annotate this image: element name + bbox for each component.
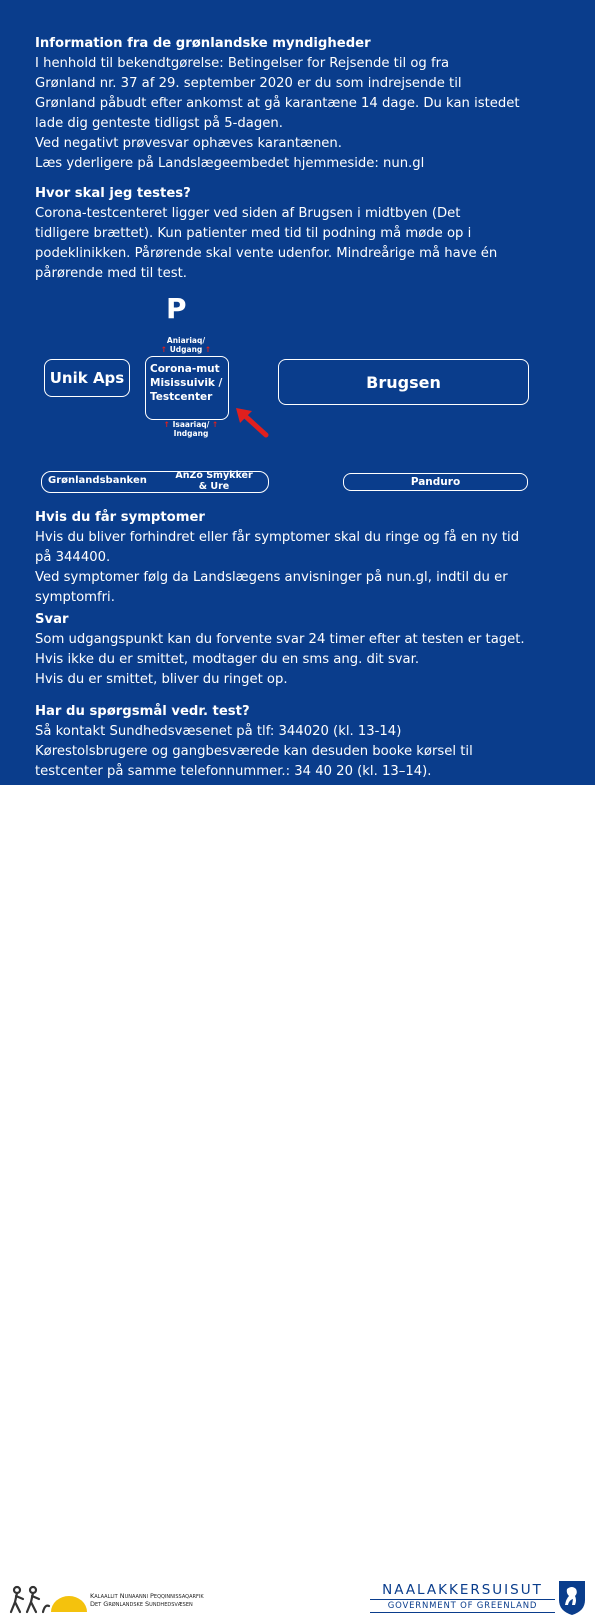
entry-label-line: Isaariaq/ xyxy=(172,420,210,429)
panduro-box xyxy=(343,473,528,491)
government-name-top: NAALAKKERSUISUT xyxy=(382,1582,543,1598)
testcenter-box xyxy=(145,356,229,420)
where-line: pårørende med til test. xyxy=(35,266,187,281)
footer xyxy=(0,785,595,1611)
testcenter-label: Misissuivik / xyxy=(150,377,223,389)
symptoms-line: på 344400. xyxy=(35,550,111,565)
bank-label: Grønlandsbanken xyxy=(48,475,147,486)
brugsen-box xyxy=(278,359,529,405)
answer-heading: Svar xyxy=(35,612,69,627)
red-arrow-icon xyxy=(232,405,270,439)
questions-line: testcenter på samme telefonnummer.: 34 40 20 (kl. 13–14). xyxy=(35,764,432,779)
where-line: Corona-testcenteret ligger ved siden af Brugsen i midtbyen (Det xyxy=(35,206,461,221)
info-line: I henhold til bekendtgørelse: Betingelser for Rejsende til og fra xyxy=(35,56,450,71)
symptoms-line: Ved symptomer følg da Landslægens anvisninger på nun.gl, indtil du er xyxy=(35,570,508,585)
info-heading: Information fra de grønlandske myndigheder xyxy=(35,36,371,51)
exit-arrow-icon: ↑ xyxy=(204,345,212,354)
unik-aps-box xyxy=(44,359,130,397)
exit-arrow-icon: ↑ xyxy=(160,345,168,354)
health-service-name-line: Det Grønlandske Sundhedsvæsen xyxy=(90,1600,193,1608)
entry-label xyxy=(160,420,222,438)
info-panel xyxy=(0,0,595,785)
polar-bear-shield-icon xyxy=(558,1580,586,1616)
health-service-logo-icon xyxy=(7,1584,87,1616)
entry-arrow-icon: ↑ xyxy=(163,420,170,429)
info-line: Grønland nr. 37 af 29. september 2020 er du som indrejsende til xyxy=(35,76,462,91)
symptoms-section xyxy=(35,508,565,608)
parking-sign: P xyxy=(166,292,187,325)
health-service-name-line: Kalaallit Nunaanni Peqqinnissaqarfik xyxy=(90,1592,204,1600)
testcenter-label: Testcenter xyxy=(150,391,213,403)
symptoms-line: Hvis du bliver forhindret eller får symptomer skal du ringe og få en ny tid xyxy=(35,530,520,545)
government-name xyxy=(370,1581,555,1613)
brugsen-label: Brugsen xyxy=(366,372,441,392)
unik-aps-label: Unik Aps xyxy=(49,369,125,387)
answer-line: Hvis ikke du er smittet, modtager du en sms ang. dit svar. xyxy=(35,652,420,667)
info-line: Læs yderligere på Landslægeembedet hjemmeside: nun.gl xyxy=(35,156,425,171)
where-section xyxy=(35,184,565,284)
symptoms-heading: Hvis du får symptomer xyxy=(35,510,205,525)
exit-label xyxy=(158,336,214,354)
questions-heading: Har du spørgsmål vedr. test? xyxy=(35,704,250,719)
answer-section xyxy=(35,610,565,690)
exit-label-line: Aniariaq/ xyxy=(166,336,206,345)
questions-line: Så kontakt Sundhedsvæsenet på tlf: 344020 (kl. 13-14) xyxy=(35,724,402,739)
where-line: podeklinikken. Pårørende skal vente udenfor. Mindreårige må have én xyxy=(35,246,498,261)
info-line: Grønland påbudt efter ankomst at gå karantæne 14 dage. Du kan istedet xyxy=(35,96,520,111)
info-line: Ved negativt prøvesvar ophæves karantænen. xyxy=(35,136,342,151)
questions-section xyxy=(35,702,565,782)
questions-line: Kørestolsbrugere og gangbesværede kan desuden booke kørsel til xyxy=(35,744,473,759)
answer-line: Hvis du er smittet, bliver du ringet op. xyxy=(35,672,288,687)
anzo-label xyxy=(168,470,260,492)
info-line: lade dig genteste tidligst på 5-dagen. xyxy=(35,116,283,131)
testcenter-label: Corona-mut xyxy=(150,363,220,375)
where-heading: Hvor skal jeg testes? xyxy=(35,186,191,201)
symptoms-line: symptomfri. xyxy=(35,590,115,605)
where-line: tidligere brættet). Kun patienter med tid til podning må møde op i xyxy=(35,226,472,241)
info-section xyxy=(35,34,565,174)
anzo-label-line: & Ure xyxy=(198,481,230,492)
health-service-name xyxy=(90,1592,204,1608)
exit-label-line: Udgang xyxy=(169,345,203,354)
anzo-label-line: AnZo Smykker xyxy=(175,470,253,481)
answer-line: Som udgangspunkt kan du forvente svar 24 timer efter at testen er taget. xyxy=(35,632,525,647)
panduro-label: Panduro xyxy=(410,476,461,488)
government-name-bottom: GOVERNMENT OF GREENLAND xyxy=(370,1599,555,1613)
entry-arrow-icon: ↑ xyxy=(212,420,219,429)
entry-label-line: Indgang xyxy=(173,429,209,438)
